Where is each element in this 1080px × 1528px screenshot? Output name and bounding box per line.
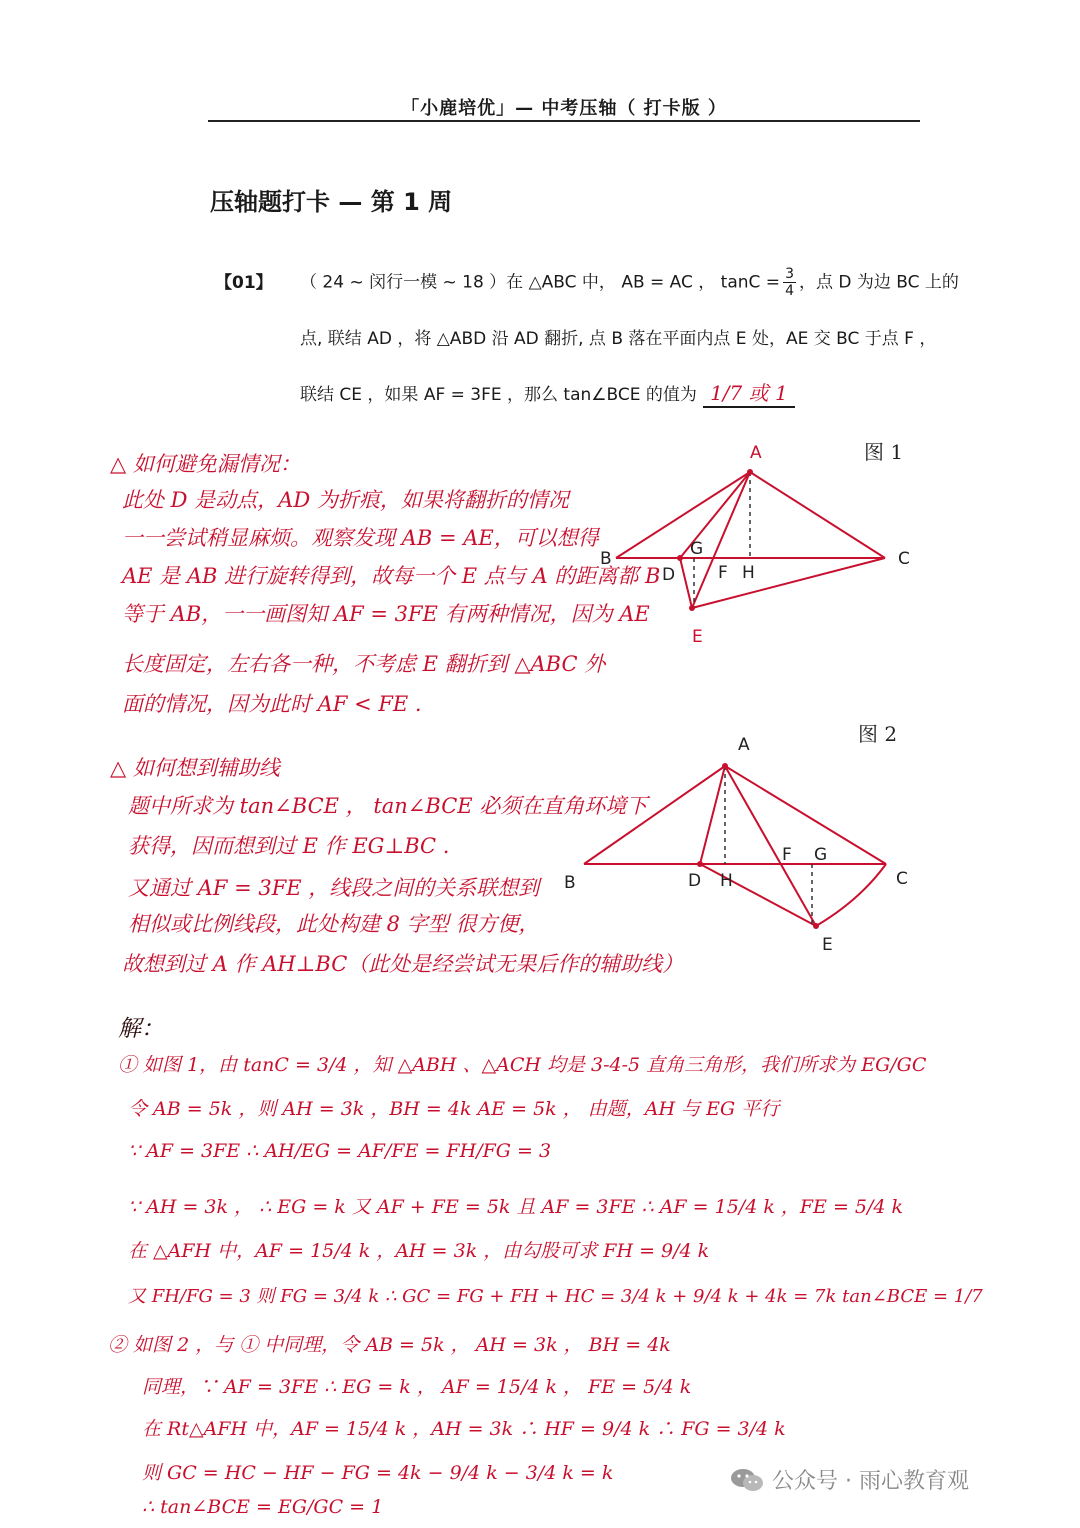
handwritten-answer: 1/7 或 1 bbox=[703, 377, 795, 408]
fig2-label-H: H bbox=[720, 871, 733, 891]
question-line-3 bbox=[300, 377, 795, 408]
solution-line: ② 如图 2 ，与 ① 中同理，令 AB = 5k ， AH = 3k ， BH = 4k bbox=[108, 1334, 671, 1356]
note-line: 获得，因而想到过 E 作 EG⊥BC . bbox=[128, 834, 450, 858]
fig1-line-DE bbox=[680, 558, 692, 608]
fig1-label-C: C bbox=[898, 549, 910, 569]
solution-line: 又 FH/FG = 3 则 FG = 3/4 k ∴ GC = FG + FH + HC = 3/4 k + 9/4 k + 4k = 7k tan∠BCE = 1/7 bbox=[128, 1286, 983, 1307]
solution-line: 则 GC = HC − HF − FG = 4k − 9/4 k − 3/4 k = k bbox=[142, 1462, 614, 1484]
week-title: 压轴题打卡 — 第 1 周 bbox=[210, 188, 453, 216]
fig1-label-G: G bbox=[690, 539, 704, 559]
fraction-numerator: 3 bbox=[785, 266, 794, 282]
fig1-point-D bbox=[677, 555, 683, 561]
fig1-point-E bbox=[689, 605, 695, 611]
figure-1-diagram bbox=[600, 430, 930, 660]
note-line: 长度固定，左右各一种，不考虑 E 翻折到 △ABC 外 bbox=[122, 652, 606, 676]
fig2-label-C: C bbox=[896, 869, 908, 889]
question-line-2: 点, 联结 AD ，将 △ABD 沿 AD 翻折, 点 B 落在平面内点 E 处，AE 交 BC 于点 F ， bbox=[300, 329, 937, 349]
fig2-point-D bbox=[697, 861, 703, 867]
fig2-label-E: E bbox=[822, 935, 833, 955]
fig1-label-D: D bbox=[662, 565, 676, 585]
solution-line: ∵ AF = 3FE ∴ AH/EG = AF/FE = FH/FG = 3 bbox=[128, 1140, 552, 1162]
fig2-label-A: A bbox=[738, 735, 750, 755]
question-line-3-text: 联结 CE ，如果 AF = 3FE ，那么 tan∠BCE 的值为 bbox=[300, 385, 697, 405]
note-line: 相似或比例线段，此处构建 8 字型 很方便， bbox=[128, 912, 540, 936]
fig1-label-E: E bbox=[692, 627, 703, 647]
solution-line: ∵ AH = 3k ， ∴ EG = k 又 AF + FE = 5k 且 AF = 3FE ∴ AF = 15/4 k ，FE = 5/4 k bbox=[128, 1196, 904, 1218]
solution-line: ∴ tan∠BCE = EG/GC = 1 bbox=[142, 1496, 384, 1518]
note-line: 等于 AB，一一画图知 AF = 3FE 有两种情况，因为 AE bbox=[122, 602, 650, 626]
fig2-label-D: D bbox=[688, 871, 702, 891]
question-line-1b: ，点 D 为边 BC 上的 bbox=[798, 272, 959, 293]
page-header: 「小鹿培优」— 中考压轴（ 打卡版 ） bbox=[401, 98, 727, 119]
solution-line: ① 如图 1，由 tanC = 3/4 ，知 △ABH 、△ACH 均是 3-4-5 直角三角形，我们所求为 EG/GC bbox=[118, 1054, 927, 1076]
note-line: AE 是 AB 进行旋转得到，故每一个 E 点与 A 的距离都 B bbox=[122, 564, 661, 588]
question-line-1a: （ 24 ~ 闵行一模 ~ 18 ）在 △ABC 中， AB = AC ， tanC = bbox=[300, 272, 781, 293]
solution-line: 在 Rt△AFH 中，AF = 15/4 k ，AH = 3k ∴ HF = 9/4 k ∴ FG = 3/4 k bbox=[142, 1418, 786, 1440]
note-section-1-title: △ 如何避免漏情况： bbox=[110, 452, 301, 476]
tan-fraction bbox=[783, 266, 796, 299]
note-line: 故想到过 A 作 AH⊥BC（此处是经尝试无果后作的辅助线） bbox=[122, 952, 684, 976]
fig2-point-E bbox=[813, 923, 819, 929]
figure-2-title: 图 2 bbox=[858, 722, 898, 746]
solution-line: 同理，∵ AF = 3FE ∴ EG = k ， AF = 15/4 k ， FE = 5/4 k bbox=[142, 1376, 692, 1398]
note-line: 一一尝试稍显麻烦。观察发现 AB = AE，可以想得 bbox=[122, 526, 599, 550]
figure-1-title: 图 1 bbox=[864, 440, 904, 464]
fig1-line-AB bbox=[616, 472, 750, 558]
note-section-2-title: △ 如何想到辅助线 bbox=[110, 756, 280, 780]
figure-2-diagram bbox=[560, 730, 930, 960]
fig1-label-B: B bbox=[600, 549, 612, 569]
question-number: 【01】 bbox=[215, 273, 273, 293]
question-line-1 bbox=[300, 266, 959, 299]
solution-line: 在 △AFH 中，AF = 15/4 k ，AH = 3k ，由勾股可求 FH = 9/4 k bbox=[128, 1240, 710, 1262]
fig2-label-B: B bbox=[564, 873, 576, 893]
fig2-label-G: G bbox=[814, 845, 828, 865]
note-line: 又通过 AF = 3FE ，线段之间的关系联想到 bbox=[128, 876, 540, 900]
note-line: 题中所求为 tan∠BCE ， tan∠BCE 必须在直角环境下 bbox=[128, 794, 648, 818]
header-rule bbox=[208, 120, 920, 122]
solution-line: 令 AB = 5k ，则 AH = 3k ，BH = 4k AE = 5k ， 由题，AH 与 EG 平行 bbox=[128, 1098, 780, 1120]
note-line: 此处 D 是动点，AD 为折痕，如果将翻折的情况 bbox=[122, 488, 569, 512]
fig1-label-F: F bbox=[718, 563, 728, 583]
fraction-denominator: 4 bbox=[785, 283, 794, 299]
fig1-point-A bbox=[747, 469, 753, 475]
wechat-icon bbox=[730, 1467, 764, 1493]
solution-title: 解： bbox=[118, 1016, 164, 1042]
fig2-point-A bbox=[722, 763, 728, 769]
note-line: 面的情况，因为此时 AF < FE . bbox=[122, 692, 422, 716]
fig1-label-H: H bbox=[742, 563, 755, 583]
fig1-label-A: A bbox=[750, 443, 762, 463]
fig2-line-AC bbox=[725, 766, 886, 864]
fig2-label-F: F bbox=[782, 845, 792, 865]
fig2-line-EC bbox=[816, 864, 886, 926]
watermark bbox=[730, 1464, 969, 1495]
watermark-text: 公众号 · 雨心教育观 bbox=[772, 1469, 969, 1494]
fig1-line-AC bbox=[750, 472, 885, 558]
